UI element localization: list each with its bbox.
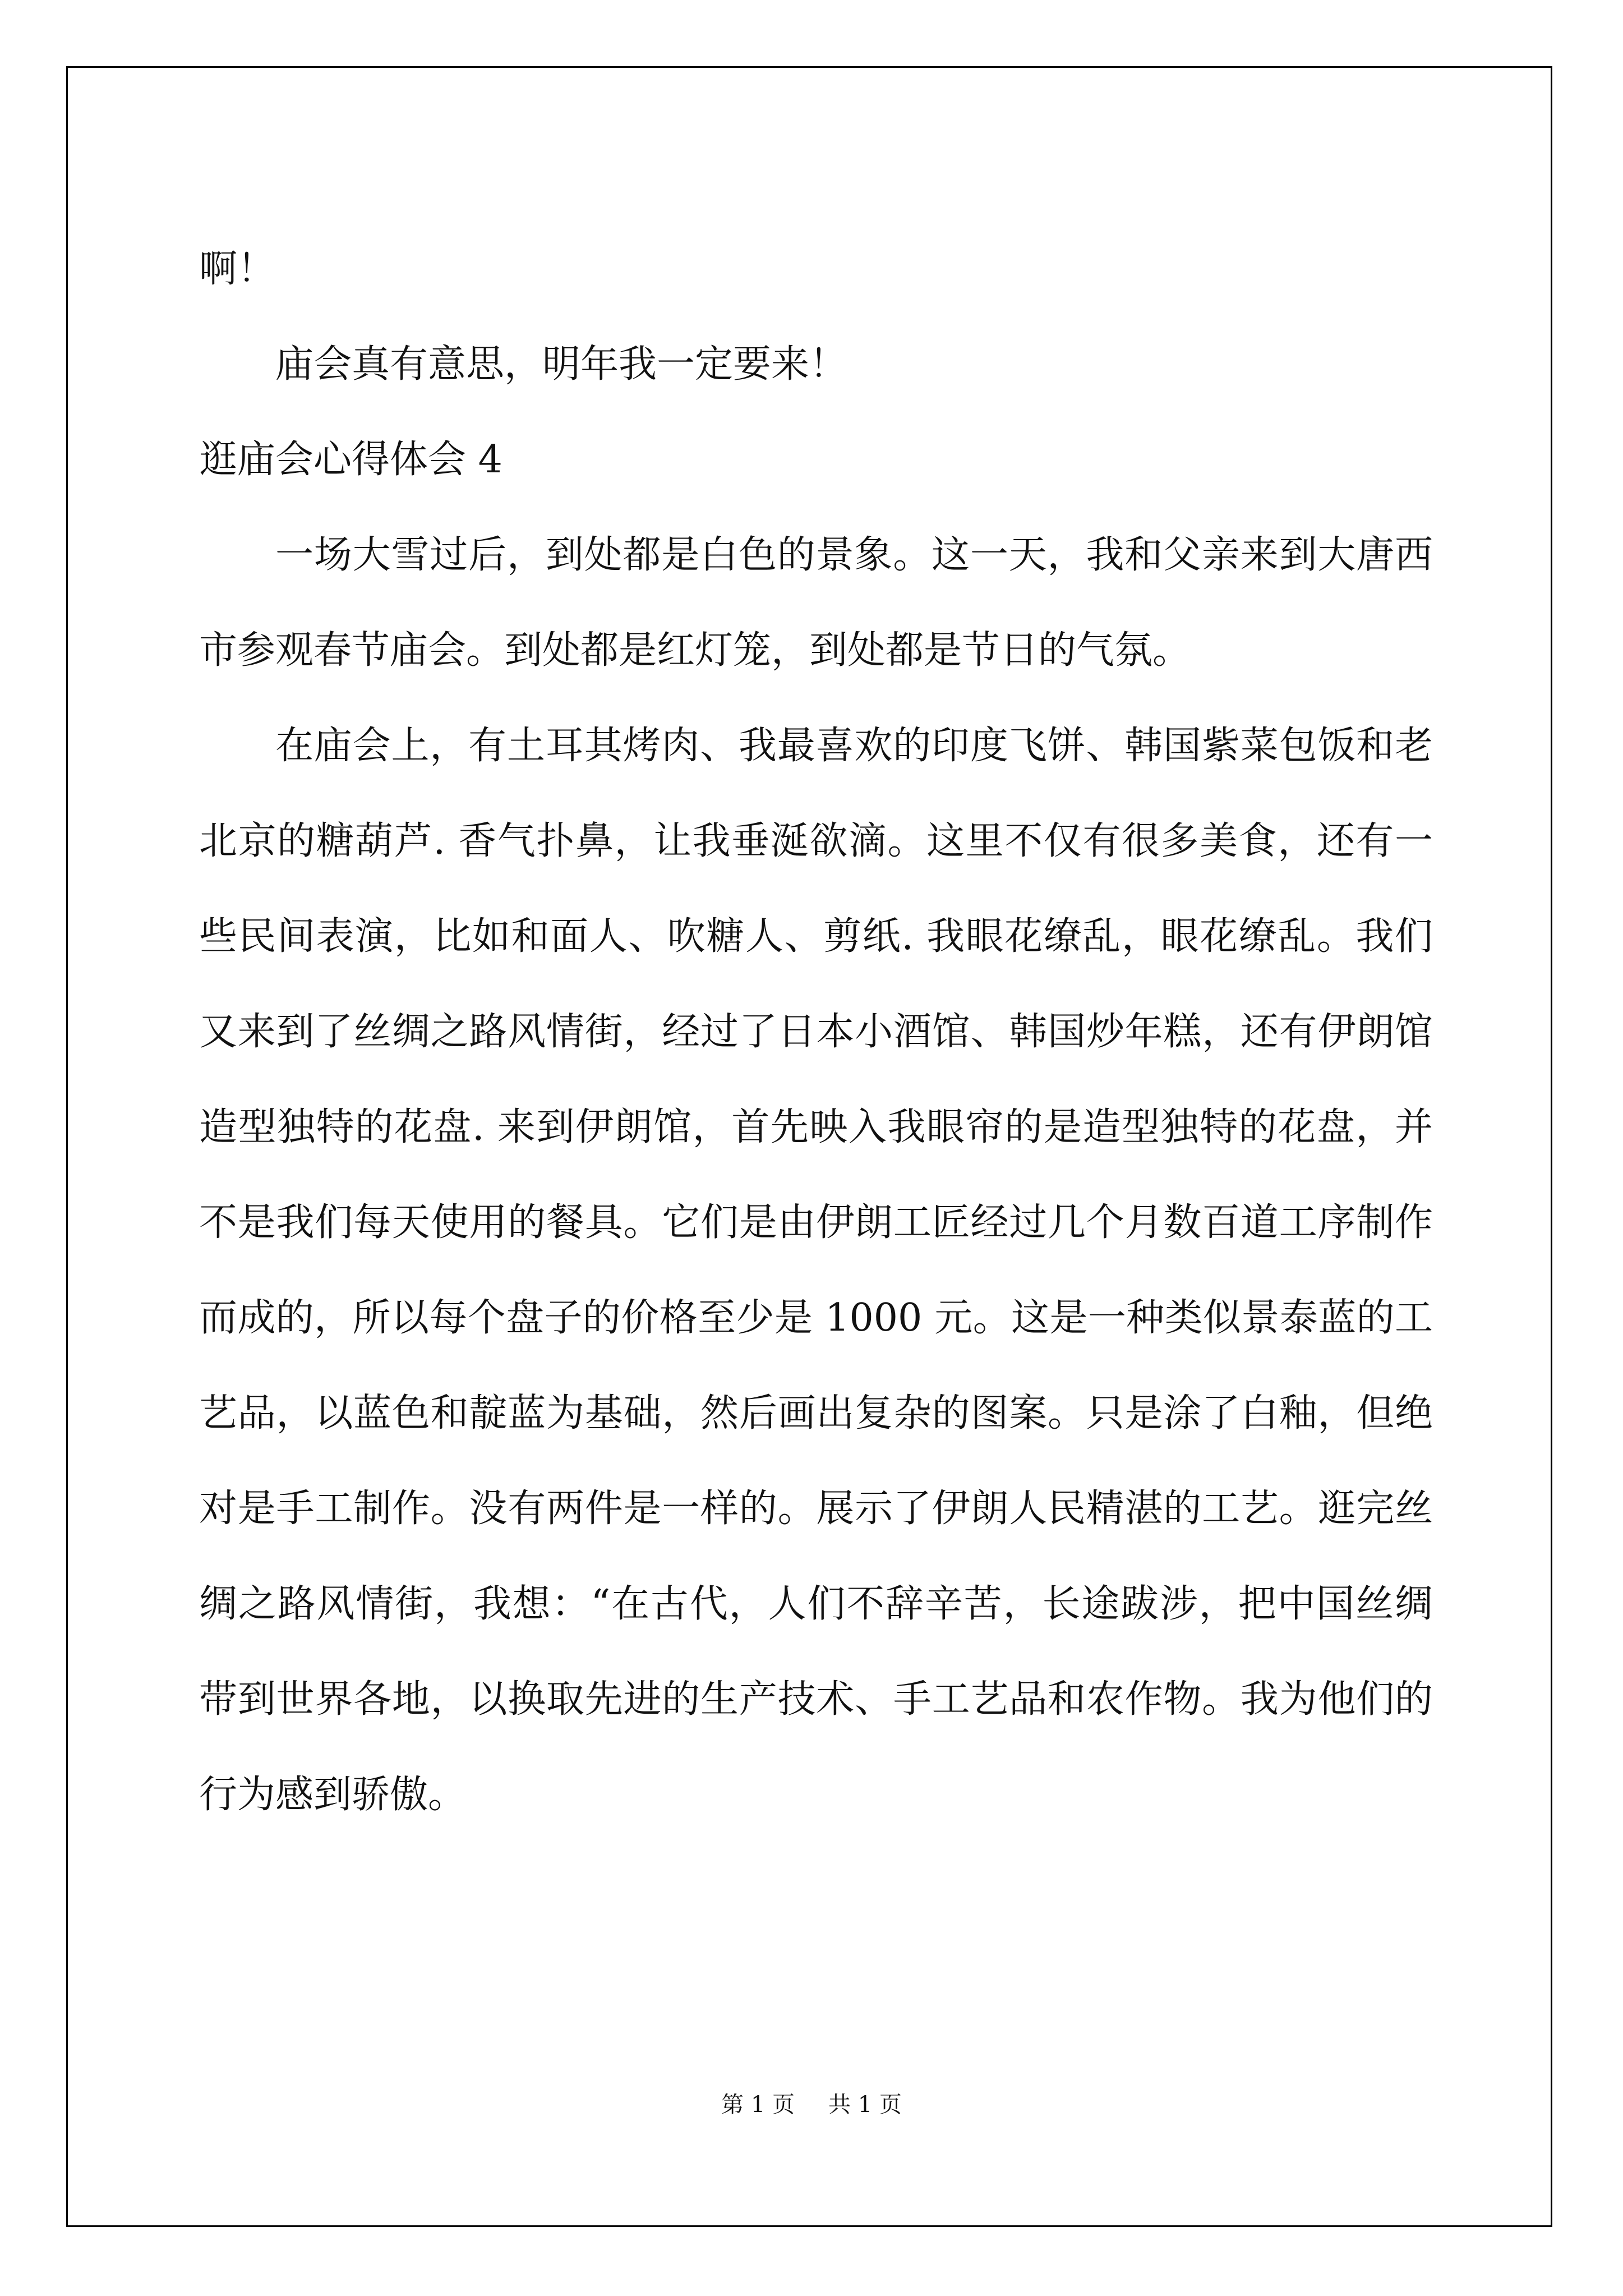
page-number-total: 共 1 页 bbox=[828, 2092, 902, 2118]
page-footer bbox=[0, 2087, 1623, 2119]
page-number-current: 第 1 页 bbox=[721, 2092, 795, 2118]
paragraph-closing-line: 庙会真有意思，明年我一定要来！ bbox=[275, 342, 848, 386]
paragraph-temple-fair-details: 在庙会上，有土耳其烤肉、我最喜欢的印度飞饼、韩国紫菜包饭和老北京的糖葫芦. 香气扑鼻，让我垂涎欲滴。这里不仅有很多美食，还有一些民间表演，比如和面人、吹糖人、剪纸. 我眼花缭乱，眼花缭乱。我们又来到了丝绸之路风情街，经过了日本小酒馆、韩国炒年糕，还有伊朗馆造型独特的花盘. 来到伊朗馆，首先映入我眼帘的是造型独特的花盘，并不是我们每天使用的餐具。它们是由伊朗工匠经过几个月数百道工序制作而成的，所以每个盘子的价格至少是 1000 元。这是一种类似景泰蓝的工艺品，以蓝色和靛蓝为基础，然后画出复杂的图案。只是涂了白釉，但绝对是手工制作。没有两件是一样的。展示了伊朗人民精湛的工艺。逛完丝绸之路风情街，我想：“在古代，人们不辞辛苦，长途跋涉，把中国丝绸带到世界各地，以换取先进的生产技术、手工艺品和农作物。我为他们的行为感到骄傲。 bbox=[199, 724, 1433, 1817]
paragraph-closing-exclamation: 啊！ bbox=[199, 247, 276, 291]
paragraph-snow-scene: 一场大雪过后，到处都是白色的景象。这一天，我和父亲来到大唐西市参观春节庙会。到处都是红灯笼，到处都是节日的气氛。 bbox=[199, 533, 1433, 673]
section-heading: 逛庙会心得体会 4 bbox=[199, 438, 502, 482]
document-body bbox=[199, 222, 1433, 1843]
